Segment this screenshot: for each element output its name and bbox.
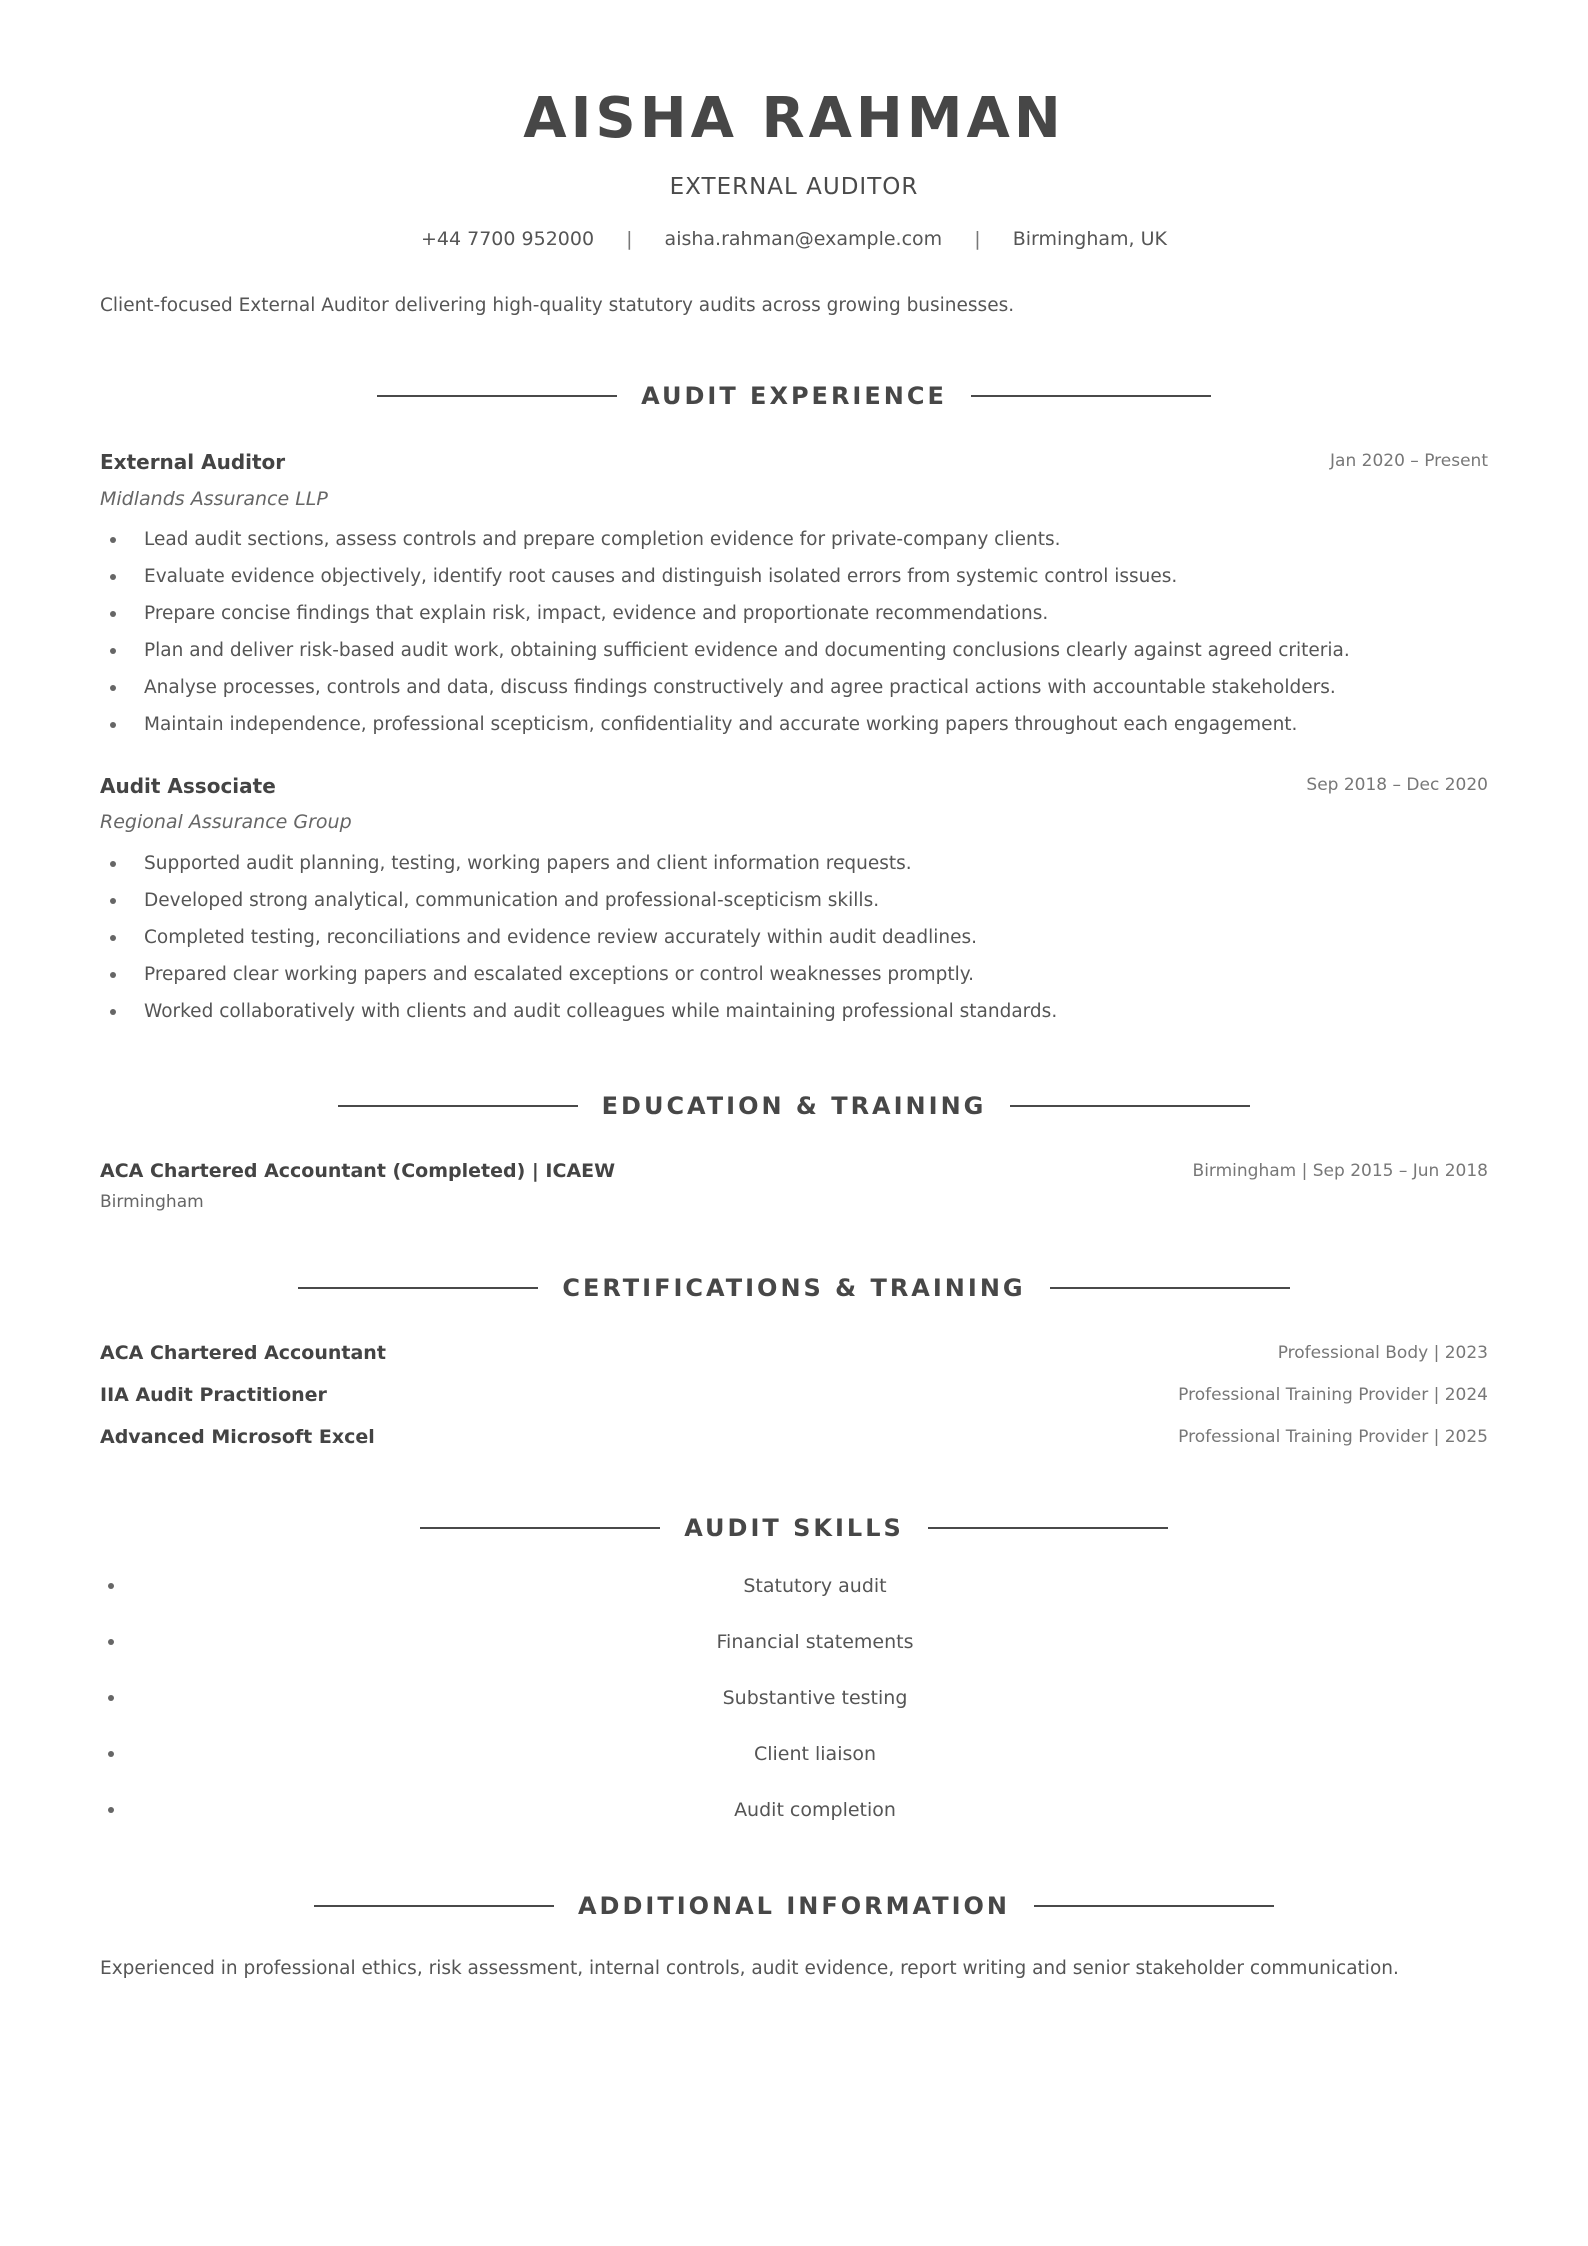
- education-location: Birmingham: [100, 1192, 204, 1212]
- job-dates: Jan 2020 – Present: [1330, 451, 1488, 471]
- certification-name: Advanced Microsoft Excel: [100, 1426, 375, 1448]
- heading-rule: [1050, 1287, 1290, 1289]
- list-item: Worked collaboratively with clients and audit colleagues while maintaining professional standards.: [100, 993, 1490, 1030]
- job-title: External Auditor: [100, 450, 286, 474]
- list-item: Prepared clear working papers and escalated exceptions or control weaknesses promptly.: [100, 956, 1490, 993]
- education-title: ACA Chartered Accountant (Completed) | ICAEW: [100, 1160, 616, 1182]
- skill-item: Substantive testing: [100, 1670, 1530, 1726]
- certification-name: IIA Audit Practitioner: [100, 1384, 327, 1406]
- list-item: Completed testing, reconciliations and evidence review accurately within audit deadlines.: [100, 919, 1490, 956]
- certification-name: ACA Chartered Accountant: [100, 1342, 386, 1364]
- additional-information-text: Experienced in professional ethics, risk assessment, internal controls, audit evidence, report writing and senior stakeholder communication.: [100, 1958, 1399, 1979]
- list-item: Supported audit planning, testing, working papers and client information requests.: [100, 845, 1490, 882]
- section-heading-experience: [0, 376, 1588, 416]
- list-item: Lead audit sections, assess controls and prepare completion evidence for private-company clients.: [100, 521, 1490, 558]
- section-heading-education: [0, 1086, 1588, 1126]
- list-item: Developed strong analytical, communication and professional-scepticism skills.: [100, 882, 1490, 919]
- certification-meta: Professional Body | 2023: [1277, 1343, 1488, 1363]
- list-item: Evaluate evidence objectively, identify root causes and distinguish isolated errors from systemic control issues.: [100, 558, 1490, 595]
- job-dates: Sep 2018 – Dec 2020: [1306, 775, 1488, 795]
- section-heading-additional: [0, 1886, 1588, 1926]
- contact-separator: |: [626, 228, 633, 250]
- heading-rule: [420, 1527, 660, 1529]
- heading-rule: [971, 395, 1211, 397]
- certification-meta: Professional Training Provider | 2025: [1178, 1427, 1488, 1447]
- heading-rule: [298, 1287, 538, 1289]
- contact-phone: +44 7700 952000: [420, 228, 595, 250]
- skill-item: Audit completion: [100, 1782, 1530, 1838]
- contact-email: aisha.rahman@example.com: [664, 228, 943, 250]
- candidate-name: AISHA RAHMAN: [523, 86, 1065, 151]
- education-meta: Birmingham | Sep 2015 – Jun 2018: [1192, 1161, 1488, 1181]
- heading-rule: [377, 395, 617, 397]
- list-item: Maintain independence, professional scepticism, confidentiality and accurate working papers throughout each engagement.: [100, 706, 1490, 743]
- job-company: Midlands Assurance LLP: [100, 488, 328, 510]
- contact-location: Birmingham, UK: [1012, 228, 1168, 250]
- section-heading-label: CERTIFICATIONS & TRAINING: [562, 1274, 1026, 1302]
- section-heading-label: AUDIT SKILLS: [684, 1514, 904, 1542]
- section-heading-label: AUDIT EXPERIENCE: [641, 382, 947, 410]
- list-item: Analyse processes, controls and data, discuss findings constructively and agree practical actions with accountable stakeholders.: [100, 669, 1490, 706]
- list-item: Plan and deliver risk-based audit work, obtaining sufficient evidence and documenting conclusions clearly against agreed criteria.: [100, 632, 1490, 669]
- job-company: Regional Assurance Group: [100, 811, 352, 833]
- skill-item: Financial statements: [100, 1614, 1530, 1670]
- heading-rule: [1010, 1105, 1250, 1107]
- job-bullets: [100, 521, 1490, 743]
- professional-summary: Client-focused External Auditor delivering high-quality statutory audits across growing businesses.: [100, 295, 1015, 316]
- heading-rule: [928, 1527, 1168, 1529]
- section-heading-skills: [0, 1508, 1588, 1548]
- heading-rule: [1034, 1905, 1274, 1907]
- job-bullets: [100, 845, 1490, 1030]
- contact-separator: |: [974, 228, 981, 250]
- certification-meta: Professional Training Provider | 2024: [1178, 1385, 1488, 1405]
- section-heading-certifications: [0, 1268, 1588, 1308]
- skill-item: Statutory audit: [100, 1558, 1530, 1614]
- job-title-heading: EXTERNAL AUDITOR: [669, 174, 919, 200]
- heading-rule: [314, 1905, 554, 1907]
- skill-item: Client liaison: [100, 1726, 1530, 1782]
- section-heading-label: ADDITIONAL INFORMATION: [577, 1892, 1011, 1920]
- heading-rule: [338, 1105, 578, 1107]
- contact-line: [0, 228, 1588, 250]
- skills-list: [100, 1558, 1530, 1838]
- job-title: Audit Associate: [100, 774, 276, 798]
- section-heading-label: EDUCATION & TRAINING: [601, 1092, 987, 1120]
- list-item: Prepare concise findings that explain risk, impact, evidence and proportionate recommendations.: [100, 595, 1490, 632]
